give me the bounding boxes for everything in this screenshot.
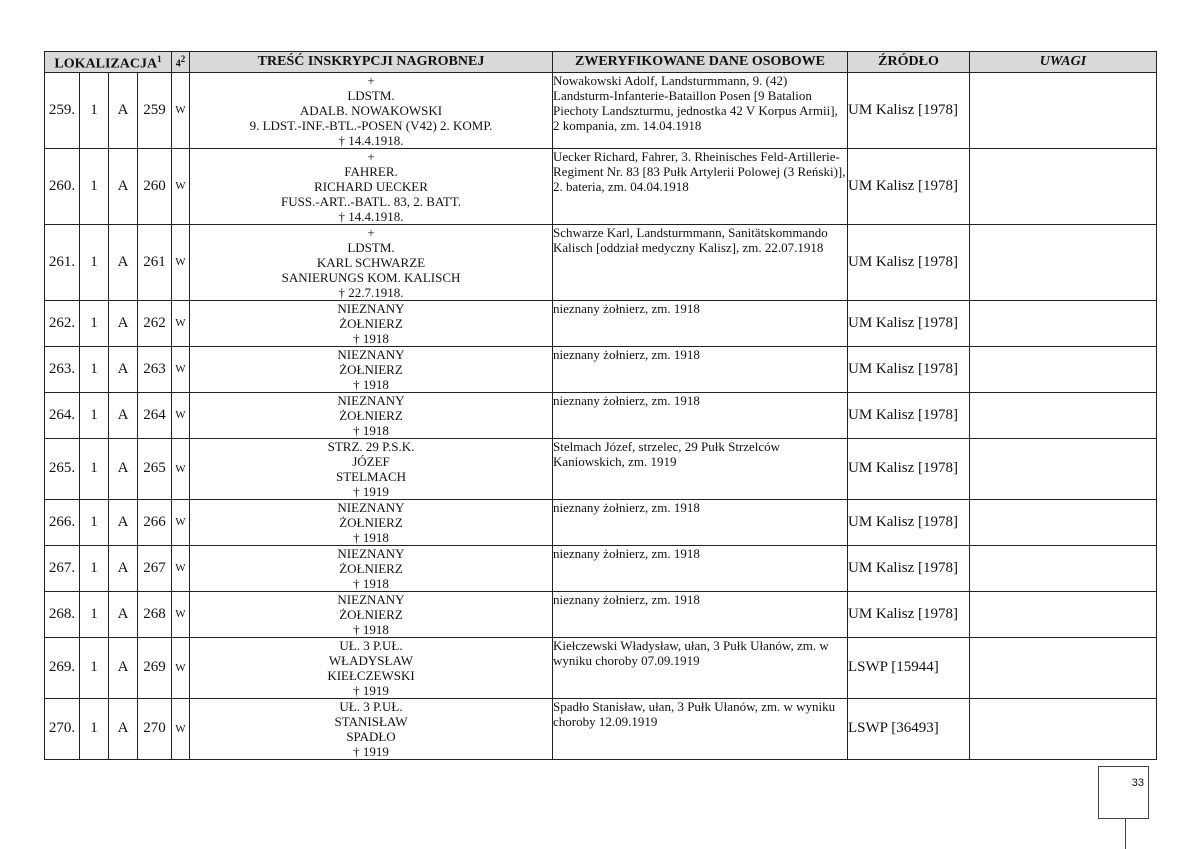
- row-number: 262.: [45, 300, 80, 346]
- table-row: [45, 698, 1157, 759]
- row-quarter: A: [109, 545, 138, 591]
- inscription-line: NIEZNANY: [337, 346, 405, 362]
- inscription-line: † 14.4.1918.: [338, 208, 404, 224]
- table-row: [45, 392, 1157, 438]
- source-cell: UM Kalisz [1978]: [848, 224, 970, 300]
- remarks-cell: [970, 224, 1157, 300]
- inscription-line: ŻOŁNIERZ: [339, 361, 403, 377]
- remarks-cell: [970, 300, 1157, 346]
- inscription-line: STRZ. 29 P.S.K.: [327, 438, 415, 454]
- row-type: W: [172, 637, 190, 698]
- inscription-cell: [190, 300, 553, 346]
- header-lokalizacja: LOKALIZACJA$^1$: [45, 52, 172, 73]
- row-grave-number: 267: [138, 545, 172, 591]
- inscription-line: † 1919: [353, 743, 389, 759]
- verified-data-cell: Kiełczewski Władysław, ułan, 3 Pułk Ułanów, zm. w wyniku choroby 07.09.1919: [553, 637, 848, 698]
- inscription-line: FAHRER.: [344, 163, 398, 179]
- row-grave-number: 266: [138, 499, 172, 545]
- inscription-line: † 1918: [353, 376, 389, 392]
- remarks-cell: [970, 148, 1157, 224]
- inscription-line: † 1918: [353, 422, 389, 438]
- row-quarter: A: [109, 72, 138, 148]
- remarks-cell: [970, 499, 1157, 545]
- row-type: W: [172, 300, 190, 346]
- row-type: W: [172, 545, 190, 591]
- inscription-line: UŁ. 3 P.UŁ.: [339, 637, 403, 653]
- row-quarter: A: [109, 148, 138, 224]
- remarks-cell: [970, 545, 1157, 591]
- remarks-cell: [970, 346, 1157, 392]
- inscription-line: † 1918: [353, 529, 389, 545]
- inscription-line: WŁADYSŁAW: [328, 652, 414, 668]
- table-row: [45, 591, 1157, 637]
- page-number: 33: [1131, 777, 1144, 789]
- inscription-line: STANISŁAW: [334, 713, 408, 729]
- inscription-line: ŻOŁNIERZ: [339, 606, 403, 622]
- inscription-line: ŻOŁNIERZ: [339, 407, 403, 423]
- remarks-cell: [970, 72, 1157, 148]
- row-number: 264.: [45, 392, 80, 438]
- row-field: 1: [80, 545, 109, 591]
- source-cell: UM Kalisz [1978]: [848, 499, 970, 545]
- remarks-cell: [970, 438, 1157, 499]
- inscription-line: KIEŁCZEWSKI: [327, 667, 415, 683]
- table-row: [45, 72, 1157, 148]
- inscription-line: +: [367, 72, 375, 88]
- verified-data-cell: nieznany żołnierz, zm. 1918: [553, 392, 848, 438]
- inscription-line: ŻOŁNIERZ: [339, 560, 403, 576]
- verified-data-cell: nieznany żołnierz, zm. 1918: [553, 591, 848, 637]
- inscription-cell: [190, 438, 553, 499]
- inscription-cell: [190, 72, 553, 148]
- row-number: 266.: [45, 499, 80, 545]
- row-quarter: A: [109, 698, 138, 759]
- verified-data-cell: nieznany żołnierz, zm. 1918: [553, 300, 848, 346]
- row-field: 1: [80, 72, 109, 148]
- row-number: 260.: [45, 148, 80, 224]
- inscription-cell: [190, 637, 553, 698]
- row-field: 1: [80, 591, 109, 637]
- row-number: 267.: [45, 545, 80, 591]
- inscription-cell: [190, 499, 553, 545]
- row-grave-number: 261: [138, 224, 172, 300]
- inscription-line: 9. LDST.-INF.-BTL.-POSEN (V42) 2. KOMP.: [249, 117, 493, 133]
- source-cell: LSWP [15944]: [848, 637, 970, 698]
- inscription-line: ADALB. NOWAKOWSKI: [299, 102, 443, 118]
- row-type: W: [172, 698, 190, 759]
- source-cell: UM Kalisz [1978]: [848, 591, 970, 637]
- table-row: [45, 438, 1157, 499]
- row-number: 259.: [45, 72, 80, 148]
- inscription-line: † 1919: [353, 483, 389, 499]
- register-table: [44, 51, 1157, 760]
- row-type: W: [172, 148, 190, 224]
- source-cell: UM Kalisz [1978]: [848, 392, 970, 438]
- inscription-line: NIEZNANY: [337, 300, 405, 316]
- header-uwagi: UWAGI: [970, 52, 1157, 73]
- row-number: 261.: [45, 224, 80, 300]
- inscription-line: ŻOŁNIERZ: [339, 514, 403, 530]
- row-type: W: [172, 346, 190, 392]
- inscription-cell: [190, 346, 553, 392]
- row-grave-number: 264: [138, 392, 172, 438]
- row-field: 1: [80, 637, 109, 698]
- inscription-cell: [190, 545, 553, 591]
- page-number-box: [1098, 766, 1149, 819]
- inscription-cell: [190, 224, 553, 300]
- source-cell: UM Kalisz [1978]: [848, 300, 970, 346]
- inscription-cell: [190, 698, 553, 759]
- inscription-cell: [190, 392, 553, 438]
- verified-data-cell: Nowakowski Adolf, Landsturmmann, 9. (42) Landsturm-Infanterie-Bataillon Posen [9 Batalion Piechoty Landszturmu, jednostka 42 V Korpus Armii], 2 kompania, zm. 14.04.1918: [553, 72, 848, 148]
- inscription-line: † 1918: [353, 621, 389, 637]
- row-type: W: [172, 72, 190, 148]
- verified-data-cell: nieznany żołnierz, zm. 1918: [553, 499, 848, 545]
- remarks-cell: [970, 698, 1157, 759]
- row-quarter: A: [109, 499, 138, 545]
- remarks-cell: [970, 637, 1157, 698]
- row-field: 1: [80, 499, 109, 545]
- inscription-cell: [190, 148, 553, 224]
- inscription-line: KARL SCHWARZE: [316, 254, 426, 270]
- page-marker-line: [1125, 818, 1126, 849]
- inscription-line: +: [367, 148, 375, 164]
- row-quarter: A: [109, 591, 138, 637]
- source-cell: UM Kalisz [1978]: [848, 148, 970, 224]
- row-type: W: [172, 591, 190, 637]
- source-cell: LSWP [36493]: [848, 698, 970, 759]
- source-cell: UM Kalisz [1978]: [848, 545, 970, 591]
- inscription-line: SPADŁO: [346, 728, 396, 744]
- row-number: 269.: [45, 637, 80, 698]
- header-tresc: TREŚĆ INSKRYPCJI NAGROBNEJ: [190, 52, 553, 73]
- inscription-line: FUSS.-ART..-BATL. 83, 2. BATT.: [280, 193, 462, 209]
- row-number: 270.: [45, 698, 80, 759]
- inscription-line: UŁ. 3 P.UŁ.: [339, 698, 403, 714]
- inscription-line: RICHARD UECKER: [314, 178, 428, 194]
- table-row: [45, 224, 1157, 300]
- row-field: 1: [80, 300, 109, 346]
- row-number: 265.: [45, 438, 80, 499]
- source-cell: UM Kalisz [1978]: [848, 72, 970, 148]
- inscription-line: LDSTM.: [347, 87, 395, 103]
- row-grave-number: 265: [138, 438, 172, 499]
- remarks-cell: [970, 392, 1157, 438]
- row-field: 1: [80, 346, 109, 392]
- header-col4: $4^2$: [172, 52, 190, 73]
- row-field: 1: [80, 148, 109, 224]
- remarks-cell: [970, 591, 1157, 637]
- row-type: W: [172, 499, 190, 545]
- table-row: [45, 300, 1157, 346]
- row-quarter: A: [109, 346, 138, 392]
- table-row: [45, 637, 1157, 698]
- row-field: 1: [80, 438, 109, 499]
- row-field: 1: [80, 392, 109, 438]
- header-zrodlo: ŹRÓDŁO: [848, 52, 970, 73]
- inscription-line: ŻOŁNIERZ: [339, 315, 403, 331]
- row-grave-number: 263: [138, 346, 172, 392]
- table-row: [45, 545, 1157, 591]
- inscription-cell: [190, 591, 553, 637]
- inscription-line: † 1918: [353, 330, 389, 346]
- inscription-line: NIEZNANY: [337, 392, 405, 408]
- source-cell: UM Kalisz [1978]: [848, 438, 970, 499]
- inscription-line: NIEZNANY: [337, 545, 405, 561]
- row-number: 263.: [45, 346, 80, 392]
- row-grave-number: 270: [138, 698, 172, 759]
- row-field: 1: [80, 698, 109, 759]
- inscription-line: LDSTM.: [347, 239, 395, 255]
- inscription-line: SANIERUNGS KOM. KALISCH: [281, 269, 461, 285]
- inscription-line: † 1918: [353, 575, 389, 591]
- row-grave-number: 269: [138, 637, 172, 698]
- inscription-line: +: [367, 224, 375, 240]
- inscription-line: STELMACH: [335, 468, 407, 484]
- row-quarter: A: [109, 224, 138, 300]
- row-type: W: [172, 224, 190, 300]
- header-dane: ZWERYFIKOWANE DANE OSOBOWE: [553, 52, 848, 73]
- verified-data-cell: nieznany żołnierz, zm. 1918: [553, 346, 848, 392]
- row-field: 1: [80, 224, 109, 300]
- row-grave-number: 262: [138, 300, 172, 346]
- inscription-line: † 22.7.1918.: [338, 284, 404, 300]
- row-quarter: A: [109, 438, 138, 499]
- inscription-line: † 1919: [353, 682, 389, 698]
- row-quarter: A: [109, 300, 138, 346]
- verified-data-cell: Stelmach Józef, strzelec, 29 Pułk Strzelców Kaniowskich, zm. 1919: [553, 438, 848, 499]
- row-type: W: [172, 392, 190, 438]
- row-type: W: [172, 438, 190, 499]
- table-row: [45, 499, 1157, 545]
- verified-data-cell: Schwarze Karl, Landsturmmann, Sanitätskommando Kalisch [oddział medyczny Kalisz], zm. 22.07.1918: [553, 224, 848, 300]
- inscription-line: † 14.4.1918.: [338, 132, 404, 148]
- row-quarter: A: [109, 392, 138, 438]
- inscription-line: JÓZEF: [352, 453, 390, 469]
- source-cell: UM Kalisz [1978]: [848, 346, 970, 392]
- table-body: [45, 72, 1157, 759]
- header-row: [45, 52, 1157, 73]
- row-number: 268.: [45, 591, 80, 637]
- table-row: [45, 148, 1157, 224]
- verified-data-cell: Uecker Richard, Fahrer, 3. Rheinisches Feld-Artillerie-Regiment Nr. 83 [83 Pułk Artylerii Polowej (3 Reński)], 2. bateria, zm. 04.04.1918: [553, 148, 848, 224]
- row-grave-number: 259: [138, 72, 172, 148]
- row-grave-number: 260: [138, 148, 172, 224]
- row-grave-number: 268: [138, 591, 172, 637]
- verified-data-cell: Spadło Stanisław, ułan, 3 Pułk Ułanów, zm. w wyniku choroby 12.09.1919: [553, 698, 848, 759]
- row-quarter: A: [109, 637, 138, 698]
- inscription-line: NIEZNANY: [337, 499, 405, 515]
- table-row: [45, 346, 1157, 392]
- verified-data-cell: nieznany żołnierz, zm. 1918: [553, 545, 848, 591]
- inscription-line: NIEZNANY: [337, 591, 405, 607]
